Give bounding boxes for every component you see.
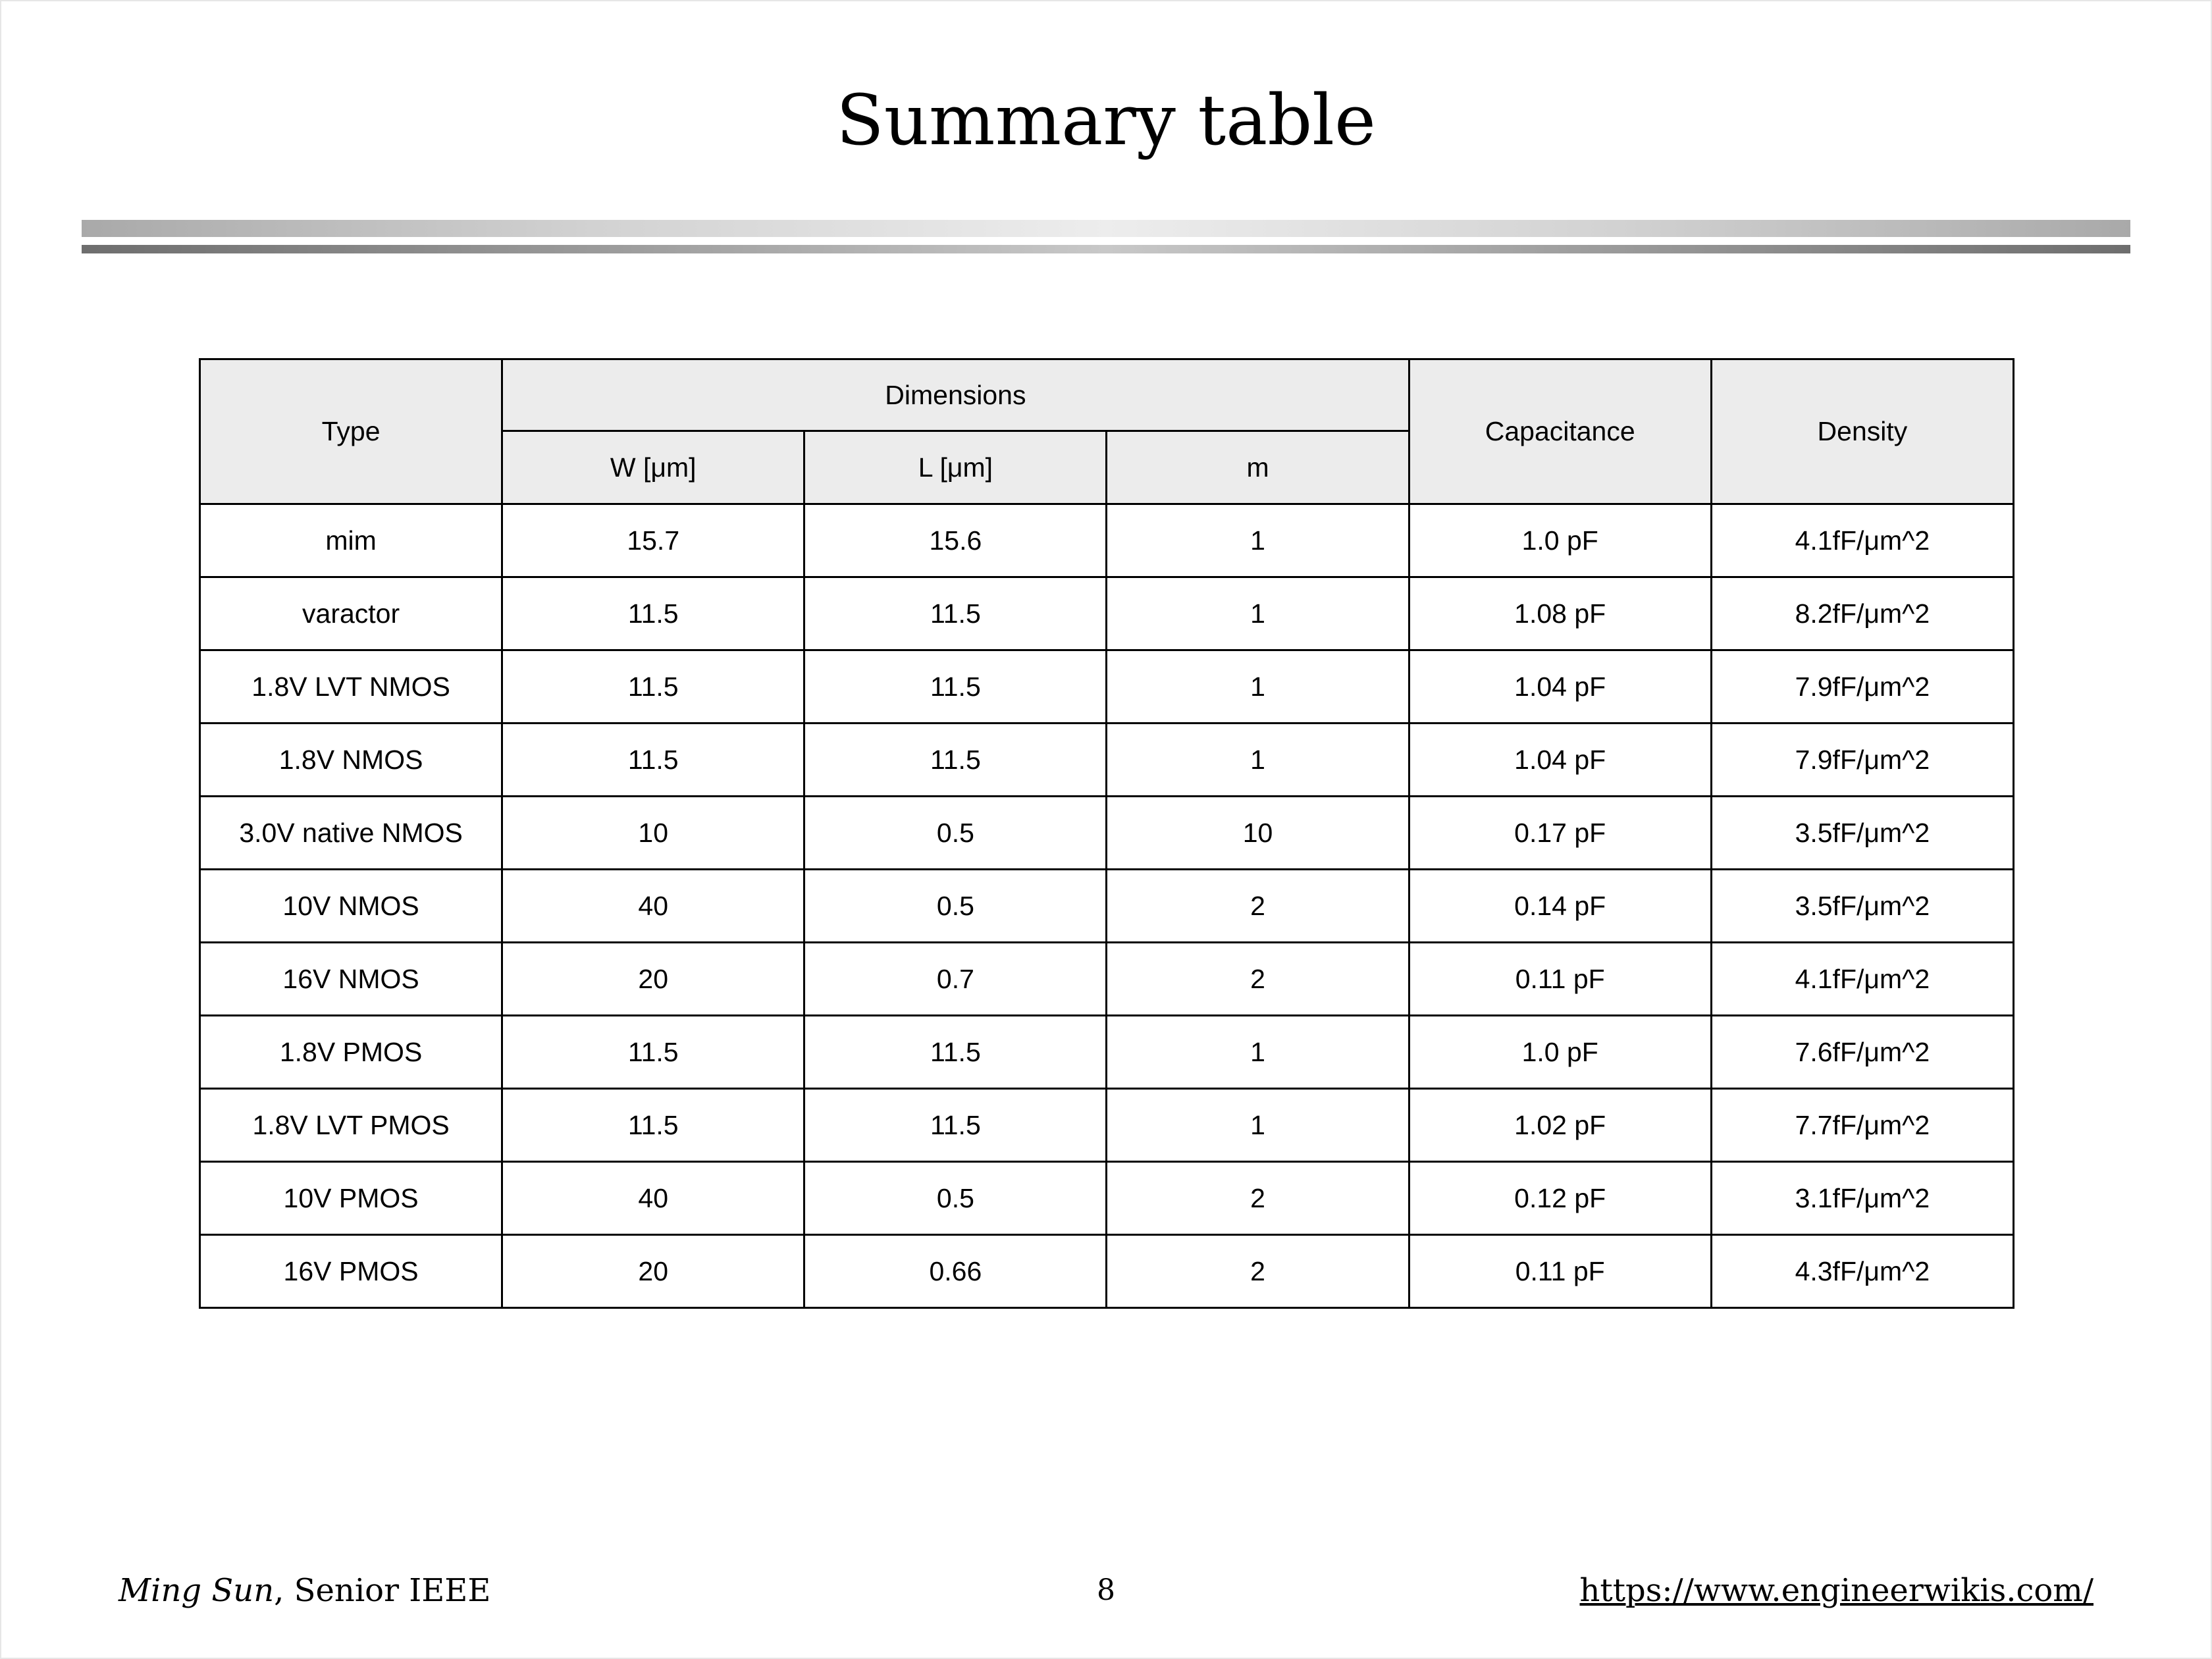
table-row: [200, 1235, 2014, 1308]
cell-density: 3.1fF/μm^2: [1711, 1162, 2013, 1235]
cell-m: 1: [1107, 650, 1409, 724]
cell-l: 0.5: [804, 870, 1107, 943]
cell-density: 4.3fF/μm^2: [1711, 1235, 2013, 1308]
cell-w: 11.5: [502, 724, 804, 797]
cell-w: 20: [502, 1235, 804, 1308]
cell-type: 16V NMOS: [200, 943, 502, 1016]
cell-w: 11.5: [502, 650, 804, 724]
cell-capacitance: 1.04 pF: [1409, 650, 1711, 724]
cell-l: 15.6: [804, 504, 1107, 577]
summary-table: [199, 358, 2014, 1309]
cell-density: 8.2fF/μm^2: [1711, 577, 2013, 650]
cell-type: 10V NMOS: [200, 870, 502, 943]
table-row: [200, 1016, 2014, 1089]
author-title: , Senior IEEE: [274, 1572, 491, 1609]
cell-m: 2: [1107, 943, 1409, 1016]
title-rule-top: [82, 220, 2130, 237]
table-row: [200, 504, 2014, 577]
cell-type: varactor: [200, 577, 502, 650]
title-rule-bottom: [82, 245, 2130, 253]
cell-density: 7.6fF/μm^2: [1711, 1016, 2013, 1089]
cell-l: 0.5: [804, 797, 1107, 870]
cell-l: 11.5: [804, 1016, 1107, 1089]
header-dimensions: Dimensions: [502, 359, 1409, 431]
cell-m: 2: [1107, 1162, 1409, 1235]
cell-type: 16V PMOS: [200, 1235, 502, 1308]
header-density: Density: [1711, 359, 2013, 504]
cell-density: 7.7fF/μm^2: [1711, 1089, 2013, 1162]
header-type: Type: [200, 359, 502, 504]
cell-l: 0.5: [804, 1162, 1107, 1235]
cell-w: 10: [502, 797, 804, 870]
cell-m: 10: [1107, 797, 1409, 870]
cell-l: 11.5: [804, 650, 1107, 724]
cell-capacitance: 0.12 pF: [1409, 1162, 1711, 1235]
table-row: [200, 1089, 2014, 1162]
cell-m: 1: [1107, 1089, 1409, 1162]
table-row: [200, 724, 2014, 797]
cell-density: 7.9fF/μm^2: [1711, 724, 2013, 797]
cell-l: 0.7: [804, 943, 1107, 1016]
cell-w: 40: [502, 870, 804, 943]
cell-w: 11.5: [502, 1016, 804, 1089]
cell-l: 11.5: [804, 577, 1107, 650]
cell-m: 1: [1107, 577, 1409, 650]
header-m: m: [1107, 431, 1409, 504]
table-row: [200, 650, 2014, 724]
header-w: W [μm]: [502, 431, 804, 504]
cell-capacitance: 1.04 pF: [1409, 724, 1711, 797]
cell-l: 11.5: [804, 724, 1107, 797]
cell-capacitance: 0.11 pF: [1409, 1235, 1711, 1308]
cell-type: 1.8V LVT NMOS: [200, 650, 502, 724]
cell-w: 20: [502, 943, 804, 1016]
author-name: Ming Sun: [118, 1572, 275, 1609]
cell-m: 2: [1107, 1235, 1409, 1308]
cell-type: 1.8V PMOS: [200, 1016, 502, 1089]
cell-density: 4.1fF/μm^2: [1711, 504, 2013, 577]
cell-m: 1: [1107, 504, 1409, 577]
cell-capacitance: 1.0 pF: [1409, 504, 1711, 577]
cell-w: 11.5: [502, 1089, 804, 1162]
cell-capacitance: 0.11 pF: [1409, 943, 1711, 1016]
header-l: L [μm]: [804, 431, 1107, 504]
cell-type: 3.0V native NMOS: [200, 797, 502, 870]
footer-url-link[interactable]: https://www.engineerwikis.com/: [1579, 1572, 2094, 1609]
cell-type: 1.8V LVT PMOS: [200, 1089, 502, 1162]
cell-w: 11.5: [502, 577, 804, 650]
cell-m: 2: [1107, 870, 1409, 943]
table-row: [200, 577, 2014, 650]
cell-l: 11.5: [804, 1089, 1107, 1162]
header-capacitance: Capacitance: [1409, 359, 1711, 504]
slide-title: Summary table: [836, 80, 1376, 161]
cell-m: 1: [1107, 1016, 1409, 1089]
cell-type: 10V PMOS: [200, 1162, 502, 1235]
cell-m: 1: [1107, 724, 1409, 797]
table-body: [200, 504, 2014, 1308]
cell-capacitance: 1.0 pF: [1409, 1016, 1711, 1089]
cell-capacitance: 0.17 pF: [1409, 797, 1711, 870]
cell-capacitance: 1.08 pF: [1409, 577, 1711, 650]
table-row: [200, 870, 2014, 943]
cell-type: 1.8V NMOS: [200, 724, 502, 797]
cell-density: 4.1fF/μm^2: [1711, 943, 2013, 1016]
cell-density: 3.5fF/μm^2: [1711, 797, 2013, 870]
cell-density: 3.5fF/μm^2: [1711, 870, 2013, 943]
footer-author: [118, 1569, 490, 1612]
table-row: [200, 1162, 2014, 1235]
cell-capacitance: 1.02 pF: [1409, 1089, 1711, 1162]
cell-type: mim: [200, 504, 502, 577]
table-row: [200, 797, 2014, 870]
cell-density: 7.9fF/μm^2: [1711, 650, 2013, 724]
table-row: [200, 943, 2014, 1016]
page-number: 8: [1097, 1573, 1115, 1607]
cell-w: 40: [502, 1162, 804, 1235]
cell-l: 0.66: [804, 1235, 1107, 1308]
cell-w: 15.7: [502, 504, 804, 577]
cell-capacitance: 0.14 pF: [1409, 870, 1711, 943]
table-header-row: [200, 359, 2014, 431]
